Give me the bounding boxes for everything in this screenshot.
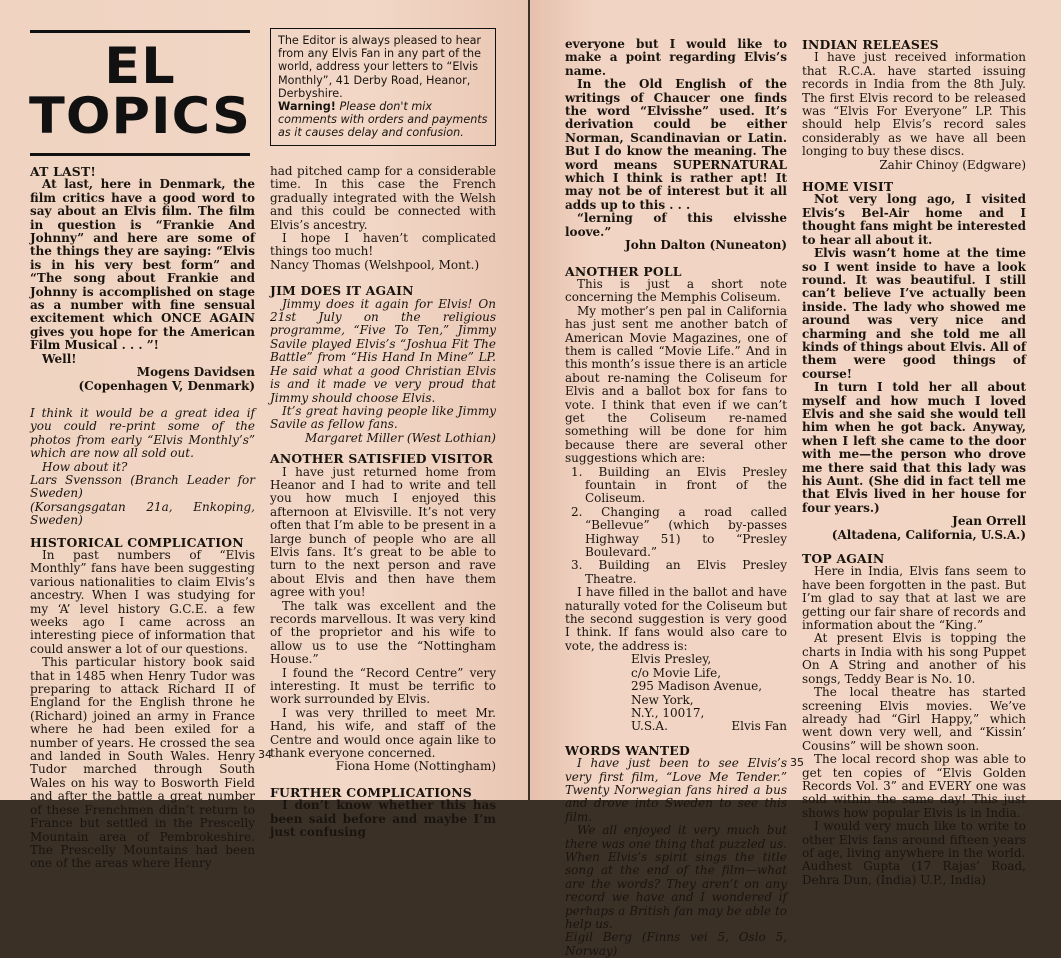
heading-words-wanted: WORDS WANTED (565, 742, 690, 758)
heading-another-satisfied-visitor: ANOTHER SATISFIED VISITOR (270, 451, 494, 467)
editor-warning (278, 100, 488, 140)
historical-hope: I hope I haven’t complicated things too much! (270, 231, 496, 259)
masthead-line-1: EL (104, 37, 176, 95)
heading-further-complications: FURTHER COMPLICATIONS (270, 784, 472, 800)
visitor-p4: I was very thrilled to meet Mr. Hand, his wife, and staff of the Centre and would once again like to thank everyone concerned. (270, 705, 496, 761)
address-line: Elvis Presley, (631, 652, 712, 667)
historical-signature: Nancy Thomas (Welshpool, Mont.) (270, 257, 480, 272)
jim-body-2: It’s great having people like Jimmy Savile as fellow fans. (270, 403, 496, 432)
masthead (30, 30, 250, 156)
page-number-left: 34 (258, 748, 272, 761)
at-last-closing: Well! (42, 351, 77, 366)
top-p4: The local record shop was able to get ten copies of “Elvis Golden Records Vol. 3” and EVERY one was sold within the same day! This just shows how popular Elvis is in India. (802, 752, 1026, 820)
visitor-p2: The talk was excellent and the records marvellous. It was very kind of the proprietor and his wife to allow us to use the “Nottingham House.” (270, 598, 496, 667)
address-line: c/o Movie Life, (631, 665, 722, 680)
photos-letter-ask: How about it? (42, 459, 128, 474)
heading-jim-does-it-again: JIM DOES IT AGAIN (270, 283, 414, 299)
poll-item: 3. Building an Elvis Presley Theatre. (571, 558, 787, 586)
heading-at-last: AT LAST! (30, 164, 97, 179)
at-last-signature-name: Mogens Davidsen (136, 365, 255, 380)
left-column-2 (270, 165, 496, 840)
visitor-p3: I found the “Record Centre” very interesting. It must be terrific to work surrounded by Elvis. (270, 665, 496, 707)
address-line: 295 Madison Avenue, (631, 679, 763, 694)
photos-letter-address: (Korsangsgatan 21a, Enkoping, Sweden) (30, 499, 255, 528)
masthead-line-2: TOPICS (28, 87, 252, 145)
top-p3: The local theatre has started screening Elvis movies. We’ve already had “Girl Happy,” which went down very well, and “Kissin’ Cousins” will be shown soon. (802, 685, 1026, 753)
jim-signature: Margaret Miller (West Lothian) (304, 430, 496, 445)
historical-p1: In past numbers of “Elvis Monthly” fans have been suggesting various nationalities to claim Elvis’s ancestry. When I was studying for my ‘A’ level history G.C.E. a few weeks ago I came across an interesting piece of information that could answer a lot of our questions. (30, 547, 255, 656)
poll-item: 1. Building an Elvis Presley fountain in front of the Coliseum. (571, 464, 787, 506)
further-signature: John Dalton (Nuneaton) (625, 238, 787, 253)
home-signature-name: Jean Orrell (952, 514, 1026, 529)
indian-body: I have just received information that R.C.A. have started issuing records in India from the 8th July. The first Elvis record to be released was “Elvis For Everyone” LP. This should help Elvis’s record sales considerably as we have all been longing to buy these discs. (802, 50, 1026, 159)
photos-letter-body: I think it would be a great idea if you could re-print some of the photos from early “Elvis Monthly’s” which are now all sold out. (30, 405, 255, 461)
left-column-1 (30, 165, 255, 871)
poll-signature: Elvis Fan (731, 719, 787, 734)
heading-historical-complication: HISTORICAL COMPLICATION (30, 534, 244, 550)
further-continuation: everyone but I would like to make a point regarding Elvis’s name. (565, 37, 787, 78)
visitor-p1: I have just returned home from Heanor and I had to write and tell you how much I enjoyed this afternoon at Elvisville. It’s not very often that I’m able to be present in a large bunch of people who are all Elvis fans. It’s great to be able to turn to the next person and rave about Elvis and then have them agree with you! (270, 464, 496, 600)
poll-p2: My mother’s pen pal in California has just sent me another batch of American Movie Magazines, one of them is called “Movie Life.” And in this month’s issue there is an article about re-naming the Coliseum for Elvis and a ballot box for fans to vote. I think that even if we can’t get the Coliseum re-named something will be done for him because there are several other suggestions which are: (565, 303, 787, 466)
heading-home-visit: HOME VISIT (802, 179, 894, 195)
further-quote: “lerning of this elvisshe loove.” (565, 211, 787, 239)
further-body: I don’t know whether this has been said before and maybe I’m just confusing (270, 798, 496, 840)
heading-indian-releases: INDIAN RELEASES (802, 37, 939, 52)
top-p2: At present Elvis is topping the charts in India with his song Puppet On A String and another of his songs, Teddy Bear is No. 10. (802, 631, 1026, 686)
words-p1: I have just been to see Elvis’s very first film, “Love Me Tender.” Twenty Norwegian fans hired a bus and drove into Sweden to see this film. (565, 756, 787, 824)
home-p3: In turn I told her all about myself and how much I loved Elvis and she said she would tell him when he got back. Anyway, when I left she came to the door with me—the person who drove me there said that this lady was his Aunt. (She did in fact tell me that Elvis lived in her house for four years.) (802, 380, 1026, 515)
top-p5: I would very much like to write to other Elvis fans around fifteen years of age, living anywhere in the world. (802, 819, 1026, 860)
words-p2: We all enjoyed it very much but there was one thing that puzzled us. When Elvis’s spirit sings the title song at the end of the film—what are the words? They aren’t on any record we have and I wondered if perhaps a British fan may be able to help us. (565, 823, 787, 931)
warning-text: Please don't mix comments with orders and payments as it causes delay and confusion. (278, 100, 488, 140)
heading-top-again: TOP AGAIN (802, 551, 885, 567)
visitor-signature: Fiona Home (Nottingham) (335, 759, 496, 774)
words-signature: Eigil Berg (Finns vei 5, Oslo 5, Norway) (565, 930, 787, 958)
poll-p3: I have filled in the ballot and have naturally voted for the Coliseum but the second suggestion is very good I think. If fans would also care to vote, the address is: (565, 585, 787, 653)
warning-label: Warning! (278, 100, 336, 114)
home-p2: Elvis wasn’t home at the time so I went inside to have a look round. It was beautiful. I still can’t believe I’ve actually been inside. The lady who showed me around was very nice and charming and she told me all kinds of things about Elvis. All of them were good things of course! (802, 246, 1026, 381)
indian-signature: Zahir Chinoy (Edgware) (879, 157, 1026, 172)
page-left (0, 0, 528, 871)
at-last-body: At last, here in Denmark, the film critics have a good word to say about an Elvis film. The film in question is “Frankie And Johnny” and here are some of the things they are saying: “Elvis is in his very best form” and “The song about Frankie and Johnny is accomplished on stage as a number with fine sensual excitement which ONCE AGAIN gives you hope for the American Film Musical . . . ”! (30, 177, 255, 353)
at-last-signature-place: (Copenhagen V, Denmark) (78, 378, 255, 393)
address-line: New York, (631, 692, 694, 707)
page-right (530, 0, 1061, 958)
poll-address (565, 653, 787, 733)
historical-p2: This particular history book said that in 1485 when Henry Tudor was preparing to attack Richard II of England for the English throne he (Richard) joined an army in France where he had been exiled for a number of years. He crossed the sea and landed in South Wales. Henry Tudor marched through South Wales on his way to Bosworth Field and after the battle a great number of these Frenchmen didn’t return to France but settled in the Prescelly Mountain area of Pembrokeshire. The Prescelly Mountains had been one of the areas where Henry (30, 655, 255, 871)
editor-notice (270, 28, 496, 146)
poll-item: 2. Changing a road called “Bellevue” (which by-passes Highway 51) to “Presley Boulevard.” (571, 504, 787, 560)
further-p2: In the Old English of the writings of Chaucer one finds the word “Elvisshe” used. It’s derivation could be either Norman, Scandinavian or Latin. But I do know the meaning. The word means SUPERNATURAL which I think is rather apt! It may not be of interest but it all adds up to this . . . (565, 77, 787, 212)
photos-letter-signature: Lars Svensson (Branch Leader for Sweden) (30, 472, 255, 501)
address-country: U.S.A. (631, 719, 668, 734)
address-last-line (631, 720, 787, 733)
right-column-1 (565, 38, 787, 958)
editor-notice-text: The Editor is always pleased to hear from any Elvis Fan in any part of the world, address your letters to “Elvis Monthly”, 41 Derby Road, Heanor, Derbyshire. (278, 34, 482, 100)
poll-suggestions-list (565, 466, 787, 587)
home-signature-place: (Altadena, California, U.S.A.) (831, 527, 1026, 542)
page-number-right: 35 (790, 756, 804, 769)
heading-another-poll: ANOTHER POLL (565, 263, 682, 279)
top-p1: Here in India, Elvis fans seem to have been forgotten in the past. But I’m glad to say that at last we are getting our fair share of records and information about the “King.” (802, 564, 1026, 633)
top-signature: Audhest Gupta (17 Rajas’ Road, Dehra Dun, (India) U.P., India) (802, 859, 1026, 887)
home-p1: Not very long ago, I visited Elvis’s Bel-Air home and I thought fans might be interested to hear all about it. (802, 192, 1026, 247)
address-line: N.Y., 10017, (631, 705, 705, 720)
jim-body: Jimmy does it again for Elvis! On 21st July on the religious programme, “Five To Ten,” Jimmy Savile played Elvis’s “Joshua Fit The Battle” from “His Hand In Mine” LP. He said what a good Christian Elvis is and it made ve very proud that Jimmy should choose Elvis. (270, 296, 496, 405)
poll-p1: This is just a short note concerning the Memphis Coliseum. (565, 276, 787, 305)
historical-continuation: had pitched camp for a considerable time. In this case the French gradually integrated with the Welsh and this could be connected with Elvis’s ancestry. (270, 164, 496, 232)
right-column-2 (802, 38, 1026, 887)
